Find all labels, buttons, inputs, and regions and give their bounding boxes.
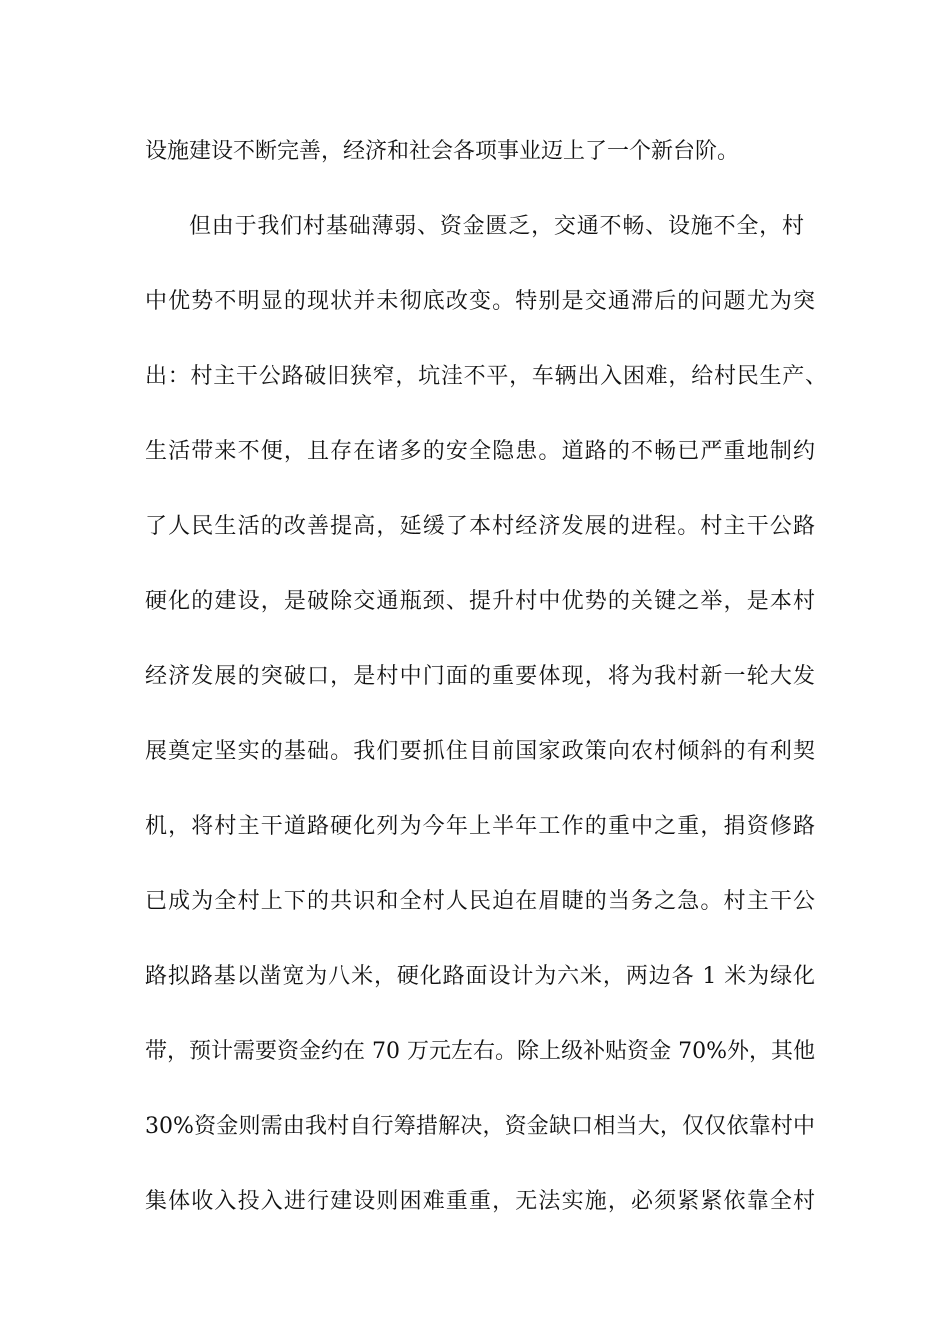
text-line-11: 已成为全村上下的共识和全村人民迫在眉睫的当务之急。村主干公 bbox=[145, 889, 815, 914]
text-line-8: 经济发展的突破口，是村中门面的重要体现，将为我村新一轮大发 bbox=[145, 664, 815, 689]
text-line-12: 路拟路基以凿宽为八米，硬化路面设计为六米，两边各 1 米为绿化 bbox=[145, 964, 815, 989]
text-line-5: 生活带来不便，且存在诸多的安全隐患。道路的不畅已严重地制约 bbox=[145, 439, 815, 464]
text-line-2: 但由于我们村基础薄弱、资金匮乏，交通不畅、设施不全，村 bbox=[189, 214, 804, 239]
text-line-1: 设施建设不断完善，经济和社会各项事业迈上了一个新台阶。 bbox=[145, 139, 740, 164]
text-line-10: 机，将村主干道路硬化列为今年上半年工作的重中之重，捐资修路 bbox=[145, 814, 815, 839]
text-line-6: 了人民生活的改善提高，延缓了本村经济发展的进程。村主干公路 bbox=[145, 514, 815, 539]
text-line-7: 硬化的建设，是破除交通瓶颈、提升村中优势的关键之举，是本村 bbox=[145, 589, 815, 614]
text-line-4: 出：村主干公路破旧狭窄，坑洼不平，车辆出入困难，给村民生产、 bbox=[145, 364, 827, 389]
text-line-15: 集体收入投入进行建设则困难重重，无法实施，必须紧紧依靠全村 bbox=[145, 1189, 815, 1214]
text-line-9: 展奠定坚实的基础。我们要抓住目前国家政策向农村倾斜的有利契 bbox=[145, 739, 815, 764]
text-line-13: 带，预计需要资金约在 70 万元左右。除上级补贴资金 70%外，其他 bbox=[145, 1039, 815, 1064]
text-line-3: 中优势不明显的现状并未彻底改变。特别是交通滞后的问题尤为突 bbox=[145, 289, 815, 314]
text-line-14: 30%资金则需由我村自行筹措解决，资金缺口相当大，仅仅依靠村中 bbox=[145, 1114, 815, 1139]
